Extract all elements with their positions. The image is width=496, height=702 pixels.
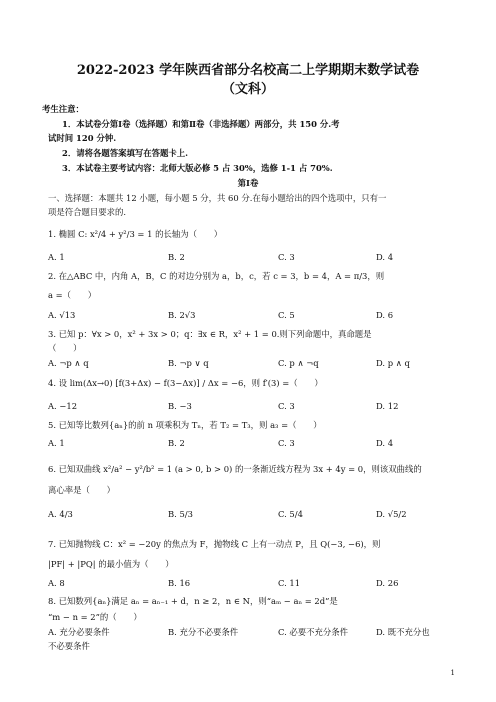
notice-line: 1．本试卷分第Ⅰ卷（选择题）和第Ⅱ卷（非选择题）两部分，共 150 分.考 — [62, 119, 340, 129]
option-b: B. 2 — [168, 252, 185, 262]
option-d: D. 4 — [376, 438, 394, 448]
question-stem: 2. 在△ABC 中，内角 A，B，C 的对边分别为 a，b，c，若 c = 3，b = 4，A = π/3，则 — [48, 271, 385, 281]
intro-line: 项是符合题目要求的. — [48, 207, 127, 217]
option-a: A. −12 — [48, 401, 78, 411]
option-a: A. √13 — [48, 310, 76, 320]
question-stem: 7. 已知抛物线 C：x² = −20y 的焦点为 F，抛物线 C 上有一动点 P，且 Q(−3, −6)，则 — [48, 539, 381, 549]
option-d: D. 26 — [376, 578, 399, 588]
exam-subtitle: （文科） — [221, 82, 274, 97]
question-stem: 6. 已知双曲线 x²/a² − y²/b² = 1 (a > 0, b > 0) 的一条渐近线方程为 3x + 4y = 0，则该双曲线的 — [48, 464, 422, 474]
question-stem: 4. 设 lim(Δx→0) [f(3+Δx) − f(3−Δx)] / Δx = −6，则 f′(3) =（ ） — [48, 378, 323, 388]
question-stem: a =（ ） — [48, 290, 97, 300]
notice-heading: 考生注意： — [42, 104, 84, 114]
question-stem: （ ） — [48, 343, 82, 353]
option-c: C. 3 — [278, 438, 295, 448]
section-title: 第Ⅰ卷 — [237, 178, 259, 188]
option-a: A. ¬p ∧ q — [48, 358, 89, 368]
notice-line: 试时间 120 分钟. — [48, 133, 117, 143]
question-stem: 8. 已知数列{aₙ}满足 aₙ = aₙ₋₁ + d，n ≥ 2，n ∈ N，则“aₘ − aₙ = 2d”是 — [48, 596, 338, 606]
question-stem: 3. 已知 p：∀x > 0，x² + 3x > 0；q：∃x ∈ R，x² + 1 = 0.则下列命题中，真命题是 — [48, 329, 372, 339]
option-d: D. 6 — [376, 310, 394, 320]
option-c: C. 3 — [278, 401, 295, 411]
option-a: A. 充分必要条件 — [48, 627, 110, 637]
option-c: C. 3 — [278, 252, 295, 262]
option-b: B. ¬p ∨ q — [168, 358, 209, 368]
option-a: A. 8 — [48, 578, 65, 588]
option-b: B. 5/3 — [168, 509, 193, 519]
option-b: B. 2√3 — [168, 310, 196, 320]
option-d: D. 12 — [376, 401, 399, 411]
question-stem: 离心率是（ ） — [48, 485, 115, 495]
question-stem: 5. 已知等比数列{aₙ}的前 n 项乘积为 Tₙ，若 T₂ = T₃，则 a₃ =（ ） — [48, 420, 322, 430]
option-b: B. 16 — [168, 578, 191, 588]
exam-title: 2022-2023 学年陕西省部分名校高二上学期期末数学试卷 — [76, 63, 420, 78]
option-c: C. 5 — [278, 310, 295, 320]
option-c: C. 必要不充分条件 — [278, 627, 349, 637]
option-d: D. 4 — [376, 252, 394, 262]
option-b: B. −3 — [168, 401, 192, 411]
intro-line: 一、选择题：本题共 12 小题，每小题 5 分，共 60 分.在每小题给出的四个选项中，只有一 — [48, 193, 387, 203]
option-b: B. 充分不必要条件 — [168, 627, 239, 637]
option-b: B. 2 — [168, 438, 185, 448]
option-a: A. 1 — [48, 438, 65, 448]
option-d: D. p ∧ q — [376, 358, 410, 368]
option-c: C. 11 — [278, 578, 301, 588]
notice-line: 2．请将各题答案填写在答题卡上. — [62, 148, 188, 158]
question-stem: 1. 椭圆 C: x²/4 + y²/3 = 1 的长轴为（ ） — [48, 229, 223, 239]
question-stem: “m − n = 2”的（ ） — [48, 612, 142, 622]
option-a: A. 1 — [48, 252, 65, 262]
option-c: C. p ∧ ¬q — [278, 358, 319, 368]
option-d: D. √5/2 — [376, 509, 407, 519]
question-stem: |PF| + |PQ| 的最小值为（ ） — [48, 559, 174, 569]
option-d-continuation: 不必要条件 — [48, 641, 90, 651]
option-d: D. 既不充分也 — [376, 627, 430, 637]
option-a: A. 4/3 — [48, 509, 73, 519]
option-c: C. 5/4 — [278, 509, 303, 519]
page-number: 1 — [450, 669, 455, 677]
notice-line: 3．本试卷主要考试内容：北师大版必修 5 占 30%，选修 1-1 占 70%. — [62, 163, 333, 173]
